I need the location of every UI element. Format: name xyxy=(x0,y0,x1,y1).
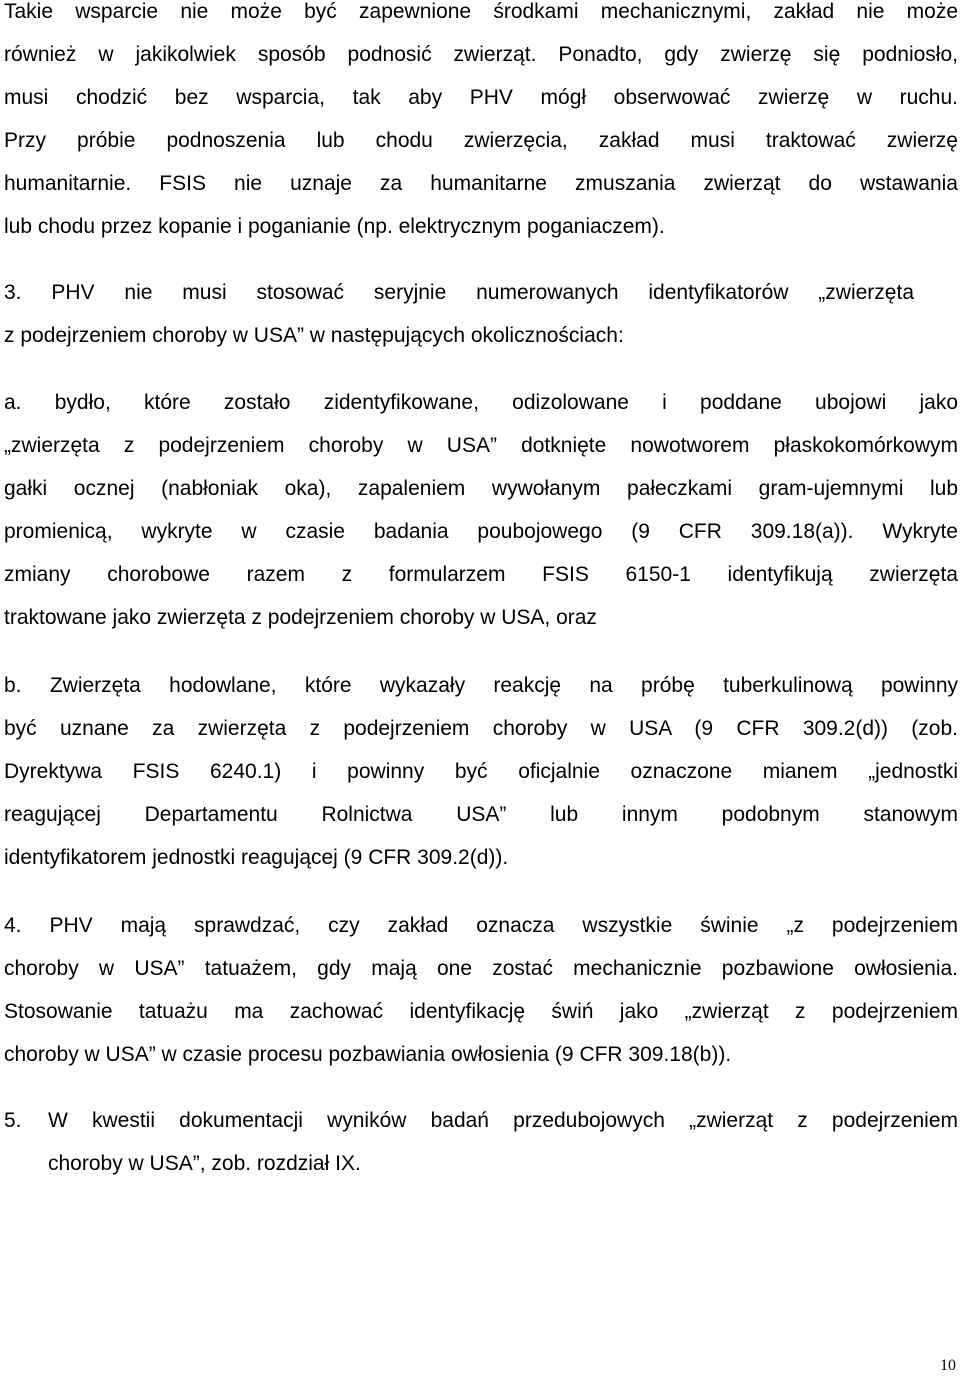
text-line: promienicą, wykryte w czasie badania poubojowego (9 CFR 309.18(a)). Wykryte xyxy=(4,520,958,543)
text-line: humanitarnie. FSIS nie uznaje za humanitarne zmuszania zwierząt do wstawania xyxy=(4,172,958,195)
text-line: gałki ocznej (nabłoniak oka), zapaleniem wywołanym pałeczkami gram-ujemnymi lub xyxy=(4,477,958,500)
item-number: 5. xyxy=(4,1109,22,1132)
text-line: zmiany chorobowe razem z formularzem FSIS 6150-1 identyfikują zwierzęta xyxy=(4,563,958,586)
paragraph-item-a xyxy=(4,381,958,639)
item-5-body xyxy=(48,1099,958,1185)
text-line: choroby w USA” w czasie procesu pozbawiania owłosienia (9 CFR 309.18(b)). xyxy=(4,1043,732,1066)
text-line: 3. PHV nie musi stosować seryjnie numerowanych identyfikatorów „zwierzęta xyxy=(4,281,914,304)
text-line: z podejrzeniem choroby w USA” w następujących okolicznościach: xyxy=(4,324,624,347)
paragraph-item-4 xyxy=(4,904,958,1076)
text-line: również w jakikolwiek sposób podnosić zwierząt. Ponadto, gdy zwierzę się podniosło, xyxy=(4,43,958,66)
text-line: musi chodzić bez wsparcia, tak aby PHV mógł obserwować zwierzę w ruchu. xyxy=(4,86,958,109)
text-line: Przy próbie podnoszenia lub chodu zwierzęcia, zakład musi traktować zwierzę xyxy=(4,129,958,152)
text-line: traktowane jako zwierzęta z podejrzeniem choroby w USA, oraz xyxy=(4,606,597,629)
text-line: Takie wsparcie nie może być zapewnione środkami mechanicznymi, zakład nie może xyxy=(4,0,958,23)
paragraph-item-b xyxy=(4,664,958,879)
text-line: b. Zwierzęta hodowlane, które wykazały reakcję na próbę tuberkulinową powinny xyxy=(4,674,958,697)
text-line: być uznane za zwierzęta z podejrzeniem choroby w USA (9 CFR 309.2(d)) (zob. xyxy=(4,717,958,740)
text-line: „zwierzęta z podejrzeniem choroby w USA” dotknięte nowotworem płaskokomórkowym xyxy=(4,434,958,457)
text-line: reagującej Departamentu Rolnictwa USA” lub innym podobnym stanowym xyxy=(4,803,958,826)
text-line: lub chodu przez kopanie i poganianie (np. elektrycznym poganiaczem). xyxy=(4,215,665,238)
paragraph-support-walking xyxy=(4,0,958,248)
text-line: Stosowanie tatuażu ma zachować identyfikację świń jako „zwierząt z podejrzeniem xyxy=(4,1000,958,1023)
text-line: a. bydło, które zostało zidentyfikowane, odizolowane i poddane ubojowi jako xyxy=(4,391,958,414)
text-line: 4. PHV mają sprawdzać, czy zakład oznacza wszystkie świnie „z podejrzeniem xyxy=(4,914,958,937)
text-line: W kwestii dokumentacji wyników badań przedubojowych „zwierząt z podejrzeniem xyxy=(48,1109,958,1132)
text-line: identyfikatorem jednostki reagującej (9 CFR 309.2(d)). xyxy=(4,846,509,869)
text-line: choroby w USA”, zob. rozdział IX. xyxy=(48,1152,361,1175)
paragraph-item-3 xyxy=(4,271,914,357)
text-line: choroby w USA” tatuażem, gdy mają one zostać mechanicznie pozbawione owłosienia. xyxy=(4,957,958,980)
text-line: Dyrektywa FSIS 6240.1) i powinny być oficjalnie oznaczone mianem „jednostki xyxy=(4,760,958,783)
page-number: 10 xyxy=(940,1357,956,1374)
